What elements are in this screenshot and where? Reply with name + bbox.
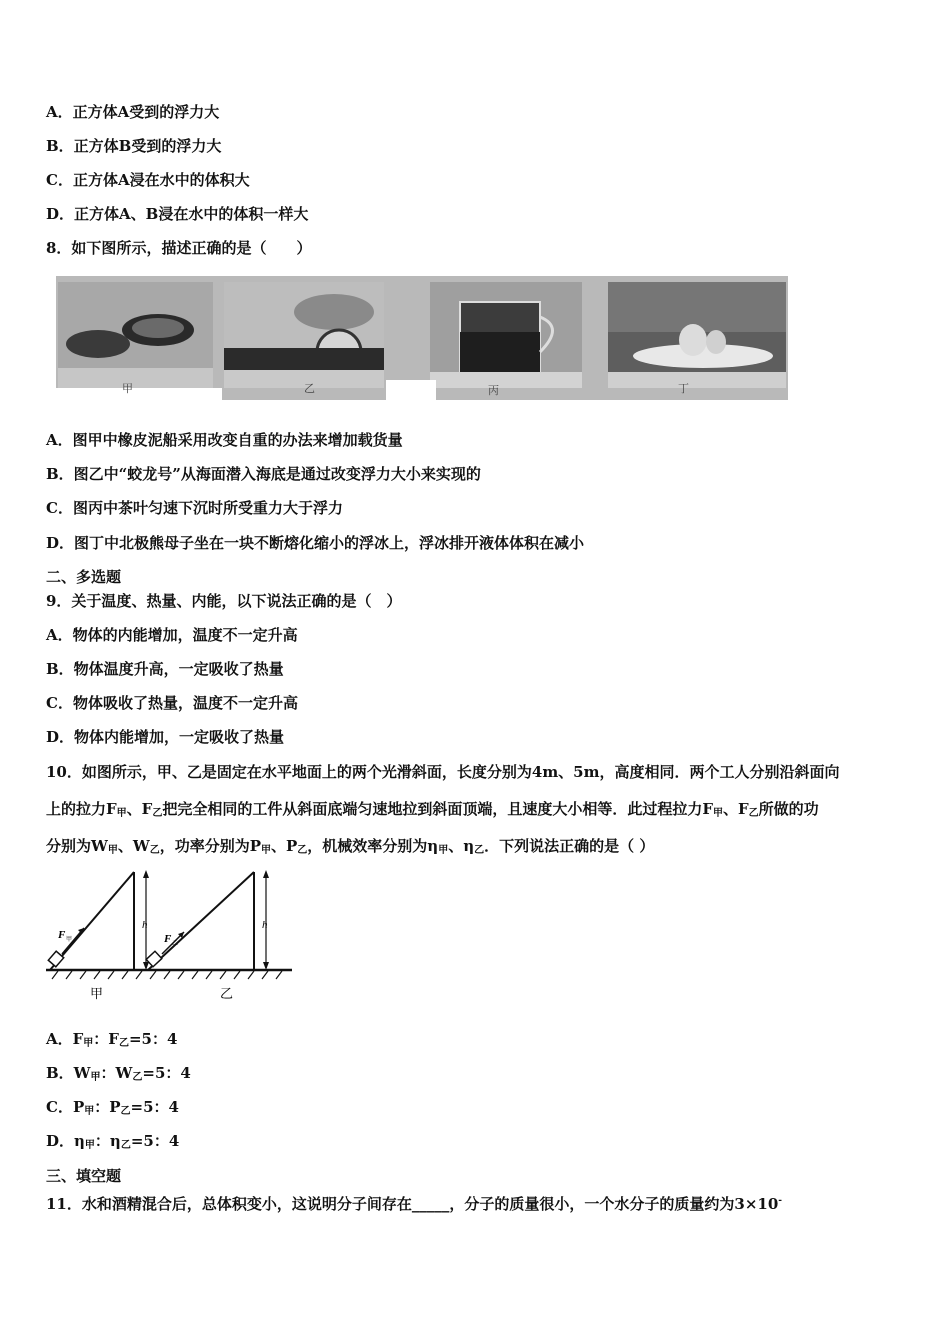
q8-option-a: A．图甲中橡皮泥船采用改变自重的办法来增加载货量 <box>46 431 403 449</box>
section-heading-multi: 二、多选题 <box>46 568 122 586</box>
q9-option-c: C．物体吸收了热量，温度不一定升高 <box>46 694 298 712</box>
q10-option-b: B．$W_甲$：$W_乙=5$：4 <box>46 1064 191 1083</box>
fig-force-left-sub: 甲 <box>66 936 73 943</box>
caption-jia: 甲 <box>122 382 133 395</box>
fig-force-left: F <box>58 929 66 941</box>
photo-bing <box>430 282 582 388</box>
fig-h-left: h <box>142 919 148 931</box>
q8-option-b: B．图乙中“蛟龙号”从海面潜入海底是通过改变浮力大小来实现的 <box>46 465 481 483</box>
q7-option-d: D．正方体A、B浸在水中的体积一样大 <box>46 205 309 223</box>
q10-option-d: D．$\eta_甲$：$\eta_乙=5$：4 <box>46 1132 180 1151</box>
fig-label-yi: 乙 <box>220 987 234 1002</box>
q8-option-c: C．图丙中茶叶匀速下沉时所受重力大于浮力 <box>46 499 343 517</box>
photo-ding <box>608 282 786 388</box>
fig-h-right: h <box>262 919 268 931</box>
q8-stem: 8．如下图所示，描述正确的是（ ） <box>46 239 312 257</box>
q10-line-3: 分别为$W_甲$、$W_乙$，功率分别为$P_甲$、$P_乙$，机械效率分别为$\eta_甲$、$\eta_乙$．下列说法正确的是（ ） <box>46 837 655 856</box>
caption-yi: 乙 <box>304 382 315 395</box>
q7-option-c: C．正方体A浸在水中的体积大 <box>46 171 250 189</box>
q10-option-a: A．$F_甲$：$F_乙=5$：4 <box>46 1030 178 1049</box>
caption-bing: 丙 <box>488 384 499 397</box>
q8-photo-strip <box>56 276 788 400</box>
q10-incline-figure <box>44 866 296 1006</box>
fig-label-jia: 甲 <box>90 987 104 1002</box>
section-heading-fill: 三、填空题 <box>46 1167 122 1185</box>
fig-force-right: F <box>164 933 172 945</box>
q9-stem: 9．关于温度、热量、内能，以下说法正确的是（ ） <box>46 592 402 610</box>
q8-option-d: D．图丁中北极熊母子坐在一块不断熔化缩小的浮冰上，浮冰排开液体体积在减小 <box>46 534 585 552</box>
caption-ding: 丁 <box>678 382 689 395</box>
q9-option-b: B．物体温度升高，一定吸收了热量 <box>46 660 284 678</box>
fig-force-right-sub: 乙 <box>172 940 179 947</box>
q10-line-2: 上的拉力$F_甲$、$F_乙$把完全相同的工件从斜面底端匀速地拉到斜面顶端，且速度大小相等．此过程拉力$F_甲$、$F_乙$所做的功 <box>46 800 819 819</box>
q11-text: 11．水和酒精混合后，总体积变小，这说明分子间存在_____，分子的质量很小，一个水分子的质量约为3×10- <box>46 1195 783 1213</box>
q7-option-a: A．正方体A受到的浮力大 <box>46 103 220 121</box>
photo-yi <box>224 282 384 388</box>
q9-option-a: A．物体的内能增加，温度不一定升高 <box>46 626 298 644</box>
q10-line-1: 10．如图所示，甲、乙是固定在水平地面上的两个光滑斜面，长度分别为4m、5m，高度相同．两个工人分别沿斜面向 <box>46 763 840 781</box>
q10-option-c: C．$P_甲$：$P_乙=5$：4 <box>46 1098 179 1117</box>
q9-option-d: D．物体内能增加，一定吸收了热量 <box>46 728 285 746</box>
q7-option-b: B．正方体B受到的浮力大 <box>46 137 222 155</box>
photo-jia <box>58 282 213 388</box>
